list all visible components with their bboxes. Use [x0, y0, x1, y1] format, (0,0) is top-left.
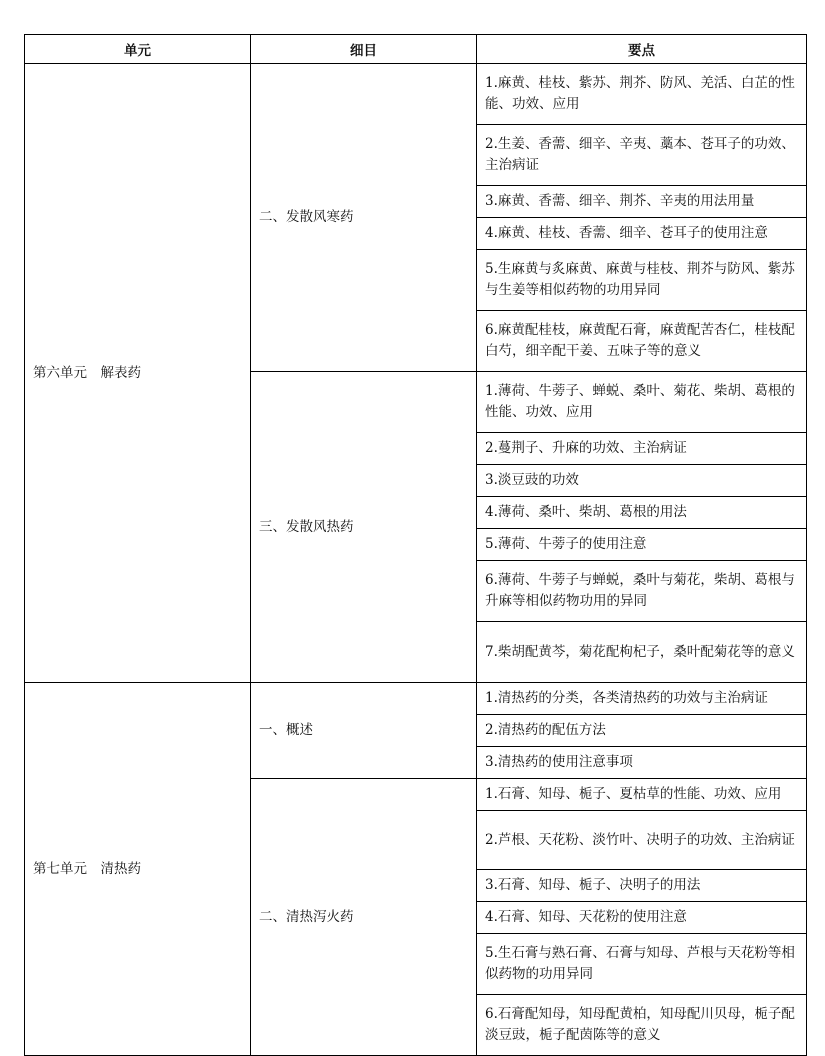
- section-cell: 一、概述: [251, 683, 477, 779]
- point-cell: 3.麻黄、香薷、细辛、荆芥、辛夷的用法用量: [477, 186, 807, 218]
- section-cell: 二、清热泻火药: [251, 779, 477, 1056]
- point-cell: 6.薄荷、牛蒡子与蝉蜕，桑叶与菊花，柴胡、葛根与升麻等相似药物功用的异同: [477, 561, 807, 622]
- point-cell: 3.淡豆豉的功效: [477, 465, 807, 497]
- point-cell: 5.生石膏与熟石膏、石膏与知母、芦根与天花粉等相似药物的功用异同: [477, 934, 807, 995]
- point-cell: 2.生姜、香薷、细辛、辛夷、藁本、苍耳子的功效、主治病证: [477, 125, 807, 186]
- table-row: [25, 64, 807, 125]
- point-cell: 4.薄荷、桑叶、柴胡、葛根的用法: [477, 497, 807, 529]
- syllabus-table: [24, 34, 807, 1056]
- point-cell: 7.柴胡配黄芩，菊花配枸杞子，桑叶配菊花等的意义: [477, 622, 807, 683]
- point-cell: 4.石膏、知母、天花粉的使用注意: [477, 902, 807, 934]
- point-cell: 3.石膏、知母、栀子、决明子的用法: [477, 870, 807, 902]
- header-detail: 细目: [251, 35, 477, 64]
- point-cell: 1.石膏、知母、栀子、夏枯草的性能、功效、应用: [477, 779, 807, 811]
- unit-cell: 第六单元 解表药: [25, 64, 251, 683]
- header-unit: 单元: [25, 35, 251, 64]
- point-cell: 1.薄荷、牛蒡子、蝉蜕、桑叶、菊花、柴胡、葛根的性能、功效、应用: [477, 372, 807, 433]
- point-cell: 4.麻黄、桂枝、香薷、细辛、苍耳子的使用注意: [477, 218, 807, 250]
- header-row: [25, 35, 807, 64]
- point-cell: 1.清热药的分类，各类清热药的功效与主治病证: [477, 683, 807, 715]
- section-cell: 三、发散风热药: [251, 372, 477, 683]
- point-cell: 2.清热药的配伍方法: [477, 715, 807, 747]
- point-cell: 6.石膏配知母，知母配黄柏，知母配川贝母，栀子配淡豆豉，栀子配茵陈等的意义: [477, 995, 807, 1056]
- point-cell: 1.麻黄、桂枝、紫苏、荆芥、防风、羌活、白芷的性能、功效、应用: [477, 64, 807, 125]
- point-cell: 2.蔓荆子、升麻的功效、主治病证: [477, 433, 807, 465]
- point-cell: 5.薄荷、牛蒡子的使用注意: [477, 529, 807, 561]
- point-cell: 3.清热药的使用注意事项: [477, 747, 807, 779]
- point-cell: 2.芦根、天花粉、淡竹叶、决明子的功效、主治病证: [477, 811, 807, 870]
- point-cell: 5.生麻黄与炙麻黄、麻黄与桂枝、荆芥与防风、紫苏与生姜等相似药物的功用异同: [477, 250, 807, 311]
- unit-cell: 第七单元 清热药: [25, 683, 251, 1056]
- section-cell: 二、发散风寒药: [251, 64, 477, 372]
- table-row: [25, 683, 807, 715]
- header-points: 要点: [477, 35, 807, 64]
- point-cell: 6.麻黄配桂枝，麻黄配石膏，麻黄配苦杏仁，桂枝配白芍，细辛配干姜、五味子等的意义: [477, 311, 807, 372]
